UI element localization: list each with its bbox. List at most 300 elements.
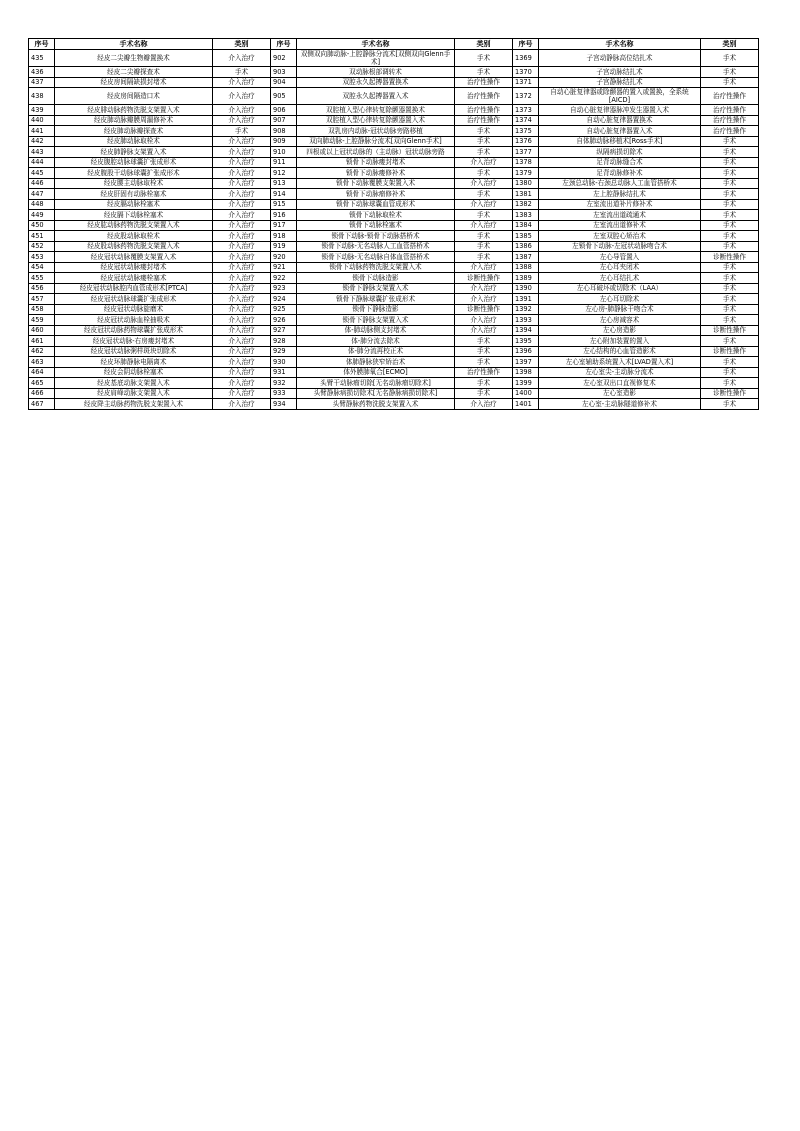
cell-seq: 1399 bbox=[513, 378, 539, 389]
cell-seq: 1380 bbox=[513, 178, 539, 189]
cell-category: 介入治疗 bbox=[213, 77, 271, 88]
cell-seq: 437 bbox=[29, 77, 55, 88]
table-row bbox=[29, 262, 759, 273]
cell-name: 左心导管置入 bbox=[539, 252, 701, 263]
header-seq-3: 序号 bbox=[513, 39, 539, 50]
cell-name: 左心室-主动脉隧道修补术 bbox=[539, 399, 701, 410]
cell-category: 诊断性操作 bbox=[701, 346, 759, 357]
cell-seq: 454 bbox=[29, 262, 55, 273]
cell-name: 经皮肩峰动脉支架置入术 bbox=[55, 388, 213, 399]
cell-name: 经皮肺动脉取栓术 bbox=[55, 136, 213, 147]
cell-seq: 1390 bbox=[513, 283, 539, 294]
cell-seq: 920 bbox=[271, 252, 297, 263]
cell-name: 左室双腔心矫治术 bbox=[539, 231, 701, 242]
cell-name: 子宫动静脉高位结扎术 bbox=[539, 50, 701, 67]
cell-category: 手术 bbox=[455, 210, 513, 221]
cell-seq: 1376 bbox=[513, 136, 539, 147]
cell-name: 足背动脉修补术 bbox=[539, 168, 701, 179]
cell-seq: 449 bbox=[29, 210, 55, 221]
cell-name: 经皮二尖瓣生物瓣置换术 bbox=[55, 50, 213, 67]
cell-seq: 462 bbox=[29, 346, 55, 357]
cell-seq: 463 bbox=[29, 357, 55, 368]
cell-category: 手术 bbox=[455, 252, 513, 263]
cell-category: 介入治疗 bbox=[213, 147, 271, 158]
header-name-1: 手术名称 bbox=[55, 39, 213, 50]
cell-name: 双乳房内动脉-冠状动脉旁路移植 bbox=[297, 126, 455, 137]
table-row bbox=[29, 67, 759, 78]
cell-name: 锁骨下静脉球囊扩张成形术 bbox=[297, 294, 455, 305]
cell-category: 介入治疗 bbox=[213, 325, 271, 336]
table-row bbox=[29, 168, 759, 179]
table-row bbox=[29, 283, 759, 294]
cell-category: 手术 bbox=[455, 126, 513, 137]
cell-category: 手术 bbox=[455, 388, 513, 399]
cell-category: 介入治疗 bbox=[213, 157, 271, 168]
cell-seq: 1370 bbox=[513, 67, 539, 78]
cell-name: 经皮腹股干动脉球囊扩张成形术 bbox=[55, 168, 213, 179]
cell-seq: 1382 bbox=[513, 199, 539, 210]
cell-seq: 910 bbox=[271, 147, 297, 158]
cell-category: 介入治疗 bbox=[213, 283, 271, 294]
cell-category: 治疗性操作 bbox=[455, 115, 513, 126]
header-seq-1: 序号 bbox=[29, 39, 55, 50]
cell-name: 经皮腰主动脉取栓术 bbox=[55, 178, 213, 189]
cell-seq: 436 bbox=[29, 67, 55, 78]
cell-seq: 1372 bbox=[513, 88, 539, 105]
cell-category: 介入治疗 bbox=[213, 136, 271, 147]
cell-seq: 1400 bbox=[513, 388, 539, 399]
cell-category: 手术 bbox=[455, 147, 513, 158]
cell-category: 手术 bbox=[455, 136, 513, 147]
cell-seq: 934 bbox=[271, 399, 297, 410]
cell-name: 锁骨下动脉取栓术 bbox=[297, 210, 455, 221]
cell-seq: 455 bbox=[29, 273, 55, 284]
cell-seq: 446 bbox=[29, 178, 55, 189]
cell-name: 经皮肺动脉瓣探查术 bbox=[55, 126, 213, 137]
cell-category: 介入治疗 bbox=[455, 178, 513, 189]
cell-seq: 917 bbox=[271, 220, 297, 231]
cell-seq: 928 bbox=[271, 336, 297, 347]
cell-name: 体-肺动脉侧支封堵术 bbox=[297, 325, 455, 336]
table-row bbox=[29, 388, 759, 399]
cell-seq: 923 bbox=[271, 283, 297, 294]
cell-seq: 1375 bbox=[513, 126, 539, 137]
cell-seq: 919 bbox=[271, 241, 297, 252]
table-row bbox=[29, 367, 759, 378]
cell-seq: 912 bbox=[271, 168, 297, 179]
cell-seq: 460 bbox=[29, 325, 55, 336]
cell-category: 介入治疗 bbox=[455, 157, 513, 168]
cell-name: 头臂静脉药物洗脱支架置入术 bbox=[297, 399, 455, 410]
cell-category: 手术 bbox=[701, 294, 759, 305]
cell-category: 介入治疗 bbox=[213, 115, 271, 126]
cell-name: 自动心脏复律器脉冲发生器置入术 bbox=[539, 105, 701, 116]
cell-category: 手术 bbox=[455, 241, 513, 252]
cell-category: 手术 bbox=[455, 346, 513, 357]
cell-category: 手术 bbox=[455, 67, 513, 78]
cell-seq: 908 bbox=[271, 126, 297, 137]
cell-category: 手术 bbox=[701, 220, 759, 231]
cell-name: 经皮降主动脉药物洗脱支架置入术 bbox=[55, 399, 213, 410]
table-row bbox=[29, 189, 759, 200]
table-row bbox=[29, 336, 759, 347]
cell-category: 诊断性操作 bbox=[455, 273, 513, 284]
cell-seq: 914 bbox=[271, 189, 297, 200]
cell-name: 纵隔病损切除术 bbox=[539, 147, 701, 158]
cell-seq: 921 bbox=[271, 262, 297, 273]
cell-category: 手术 bbox=[701, 315, 759, 326]
table-row bbox=[29, 115, 759, 126]
table-row bbox=[29, 378, 759, 389]
cell-name: 自动心脏复律器置入术 bbox=[539, 126, 701, 137]
table-row bbox=[29, 88, 759, 105]
cell-category: 治疗性操作 bbox=[701, 88, 759, 105]
cell-category: 介入治疗 bbox=[213, 315, 271, 326]
cell-name: 锁骨下动脉造影 bbox=[297, 273, 455, 284]
cell-name: 左室流出道补片修补术 bbox=[539, 199, 701, 210]
cell-seq: 906 bbox=[271, 105, 297, 116]
cell-seq: 450 bbox=[29, 220, 55, 231]
cell-category: 介入治疗 bbox=[455, 315, 513, 326]
cell-name: 自体肺动脉移植术[Ross手术] bbox=[539, 136, 701, 147]
cell-seq: 466 bbox=[29, 388, 55, 399]
table-row bbox=[29, 399, 759, 410]
cell-seq: 915 bbox=[271, 199, 297, 210]
cell-name: 锁骨下静脉造影 bbox=[297, 304, 455, 315]
cell-name: 头臂静脉病损切除术[无名静脉病损切除术] bbox=[297, 388, 455, 399]
header-category-2: 类别 bbox=[455, 39, 513, 50]
cell-category: 治疗性操作 bbox=[455, 367, 513, 378]
cell-seq: 931 bbox=[271, 367, 297, 378]
cell-seq: 447 bbox=[29, 189, 55, 200]
cell-name: 双腔植入型心律转复除颤器置换术 bbox=[297, 105, 455, 116]
cell-name: 经皮膈下动脉栓塞术 bbox=[55, 210, 213, 221]
cell-name: 锁骨下动脉-锁骨下动脉搭桥术 bbox=[297, 231, 455, 242]
cell-name: 经皮肱动脉药物洗脱支架置入术 bbox=[55, 220, 213, 231]
cell-category: 治疗性操作 bbox=[701, 115, 759, 126]
cell-name: 左心结构的心血管造影术 bbox=[539, 346, 701, 357]
cell-seq: 1387 bbox=[513, 252, 539, 263]
cell-seq: 448 bbox=[29, 199, 55, 210]
cell-seq: 464 bbox=[29, 367, 55, 378]
cell-seq: 930 bbox=[271, 357, 297, 368]
table-row bbox=[29, 157, 759, 168]
cell-category: 介入治疗 bbox=[455, 325, 513, 336]
cell-name: 锁骨下动脉药物洗脱支架置入术 bbox=[297, 262, 455, 273]
cell-seq: 439 bbox=[29, 105, 55, 116]
cell-name: 经皮冠状动脉旋磨术 bbox=[55, 304, 213, 315]
table-row bbox=[29, 346, 759, 357]
cell-category: 介入治疗 bbox=[455, 294, 513, 305]
cell-name: 经皮肺静脉支架置入术 bbox=[55, 147, 213, 158]
cell-seq: 1394 bbox=[513, 325, 539, 336]
cell-name: 经皮膈动脉栓塞术 bbox=[55, 199, 213, 210]
cell-seq: 907 bbox=[271, 115, 297, 126]
cell-name: 经皮冠状动脉覆膜支架置入术 bbox=[55, 252, 213, 263]
table-row bbox=[29, 252, 759, 263]
cell-category: 手术 bbox=[455, 50, 513, 67]
cell-name: 体-肺分流去除术 bbox=[297, 336, 455, 347]
cell-name: 经皮肺动脉瓣膜周漏修补术 bbox=[55, 115, 213, 126]
cell-seq: 1384 bbox=[513, 220, 539, 231]
cell-category: 手术 bbox=[701, 210, 759, 221]
cell-seq: 1378 bbox=[513, 157, 539, 168]
cell-seq: 925 bbox=[271, 304, 297, 315]
cell-seq: 443 bbox=[29, 147, 55, 158]
cell-seq: 1393 bbox=[513, 315, 539, 326]
cell-seq: 1383 bbox=[513, 210, 539, 221]
cell-seq: 909 bbox=[271, 136, 297, 147]
table-row bbox=[29, 304, 759, 315]
cell-seq: 913 bbox=[271, 178, 297, 189]
table-row bbox=[29, 241, 759, 252]
cell-seq: 442 bbox=[29, 136, 55, 147]
cell-category: 手术 bbox=[701, 67, 759, 78]
table-row bbox=[29, 315, 759, 326]
table-row bbox=[29, 77, 759, 88]
cell-category: 介入治疗 bbox=[213, 252, 271, 263]
cell-category: 介入治疗 bbox=[213, 367, 271, 378]
cell-name: 经皮房间隔缺损封堵术 bbox=[55, 77, 213, 88]
cell-seq: 456 bbox=[29, 283, 55, 294]
cell-seq: 438 bbox=[29, 88, 55, 105]
cell-category: 手术 bbox=[701, 262, 759, 273]
cell-category: 介入治疗 bbox=[213, 105, 271, 116]
cell-category: 手术 bbox=[455, 189, 513, 200]
header-seq-2: 序号 bbox=[271, 39, 297, 50]
cell-name: 锁骨下动脉栓塞术 bbox=[297, 220, 455, 231]
cell-name: 左锁骨下动脉-左冠状动脉吻合术 bbox=[539, 241, 701, 252]
cell-seq: 444 bbox=[29, 157, 55, 168]
cell-category: 手术 bbox=[701, 168, 759, 179]
cell-seq: 441 bbox=[29, 126, 55, 137]
cell-seq: 1386 bbox=[513, 241, 539, 252]
cell-category: 手术 bbox=[455, 357, 513, 368]
cell-name: 双腔植入型心律转复除颤器置入术 bbox=[297, 115, 455, 126]
cell-name: 左心室双出口直视修复术 bbox=[539, 378, 701, 389]
cell-name: 左心耳夹闭术 bbox=[539, 262, 701, 273]
cell-name: 锁骨下动脉瘘封堵术 bbox=[297, 157, 455, 168]
cell-category: 手术 bbox=[213, 126, 271, 137]
cell-category: 介入治疗 bbox=[213, 210, 271, 221]
table-row bbox=[29, 210, 759, 221]
cell-category: 治疗性操作 bbox=[701, 126, 759, 137]
cell-category: 手术 bbox=[701, 241, 759, 252]
cell-category: 诊断性操作 bbox=[701, 252, 759, 263]
cell-category: 介入治疗 bbox=[213, 304, 271, 315]
cell-seq: 929 bbox=[271, 346, 297, 357]
cell-seq: 1371 bbox=[513, 77, 539, 88]
cell-category: 手术 bbox=[455, 336, 513, 347]
header-category-1: 类别 bbox=[213, 39, 271, 50]
cell-category: 手术 bbox=[701, 283, 759, 294]
cell-category: 介入治疗 bbox=[213, 178, 271, 189]
cell-category: 手术 bbox=[701, 367, 759, 378]
table-row bbox=[29, 231, 759, 242]
cell-name: 四根或以上冠状动脉的（主动脉）冠状动脉旁路 bbox=[297, 147, 455, 158]
cell-name: 锁骨下动脉-无名动脉人工血管搭桥术 bbox=[297, 241, 455, 252]
cell-name: 锁骨下动脉球囊血管成形术 bbox=[297, 199, 455, 210]
cell-name: 双腔永久起搏器置换术 bbox=[297, 77, 455, 88]
cell-category: 介入治疗 bbox=[455, 399, 513, 410]
cell-category: 手术 bbox=[701, 304, 759, 315]
cell-seq: 435 bbox=[29, 50, 55, 67]
cell-category: 介入治疗 bbox=[455, 220, 513, 231]
cell-name: 经皮房间隔造口术 bbox=[55, 88, 213, 105]
cell-category: 介入治疗 bbox=[213, 273, 271, 284]
cell-category: 手术 bbox=[701, 378, 759, 389]
cell-name: 经皮冠状动脉药物球囊扩张成形术 bbox=[55, 325, 213, 336]
cell-name: 经皮冠状动脉粥样斑块切除术 bbox=[55, 346, 213, 357]
cell-category: 诊断性操作 bbox=[455, 304, 513, 315]
cell-name: 体肺静脉狭窄矫治术 bbox=[297, 357, 455, 368]
cell-category: 介入治疗 bbox=[213, 231, 271, 242]
cell-seq: 916 bbox=[271, 210, 297, 221]
cell-category: 介入治疗 bbox=[213, 168, 271, 179]
cell-seq: 459 bbox=[29, 315, 55, 326]
cell-seq: 911 bbox=[271, 157, 297, 168]
cell-name: 左颈总动脉-右颈总动脉人工血管搭桥术 bbox=[539, 178, 701, 189]
cell-category: 治疗性操作 bbox=[455, 88, 513, 105]
cell-category: 手术 bbox=[701, 136, 759, 147]
cell-name: 经皮基底动脉支架置入术 bbox=[55, 378, 213, 389]
cell-category: 手术 bbox=[701, 178, 759, 189]
cell-name: 左心室尖-主动脉分流术 bbox=[539, 367, 701, 378]
cell-name: 左心房-肺静脉干吻合术 bbox=[539, 304, 701, 315]
cell-seq: 467 bbox=[29, 399, 55, 410]
cell-category: 手术 bbox=[701, 273, 759, 284]
cell-name: 经皮冠状动脉-右房瘘封堵术 bbox=[55, 336, 213, 347]
table-row bbox=[29, 294, 759, 305]
cell-seq: 1369 bbox=[513, 50, 539, 67]
cell-category: 手术 bbox=[701, 199, 759, 210]
cell-name: 经皮环肺静脉电隔离术 bbox=[55, 357, 213, 368]
cell-category: 介入治疗 bbox=[213, 378, 271, 389]
cell-seq: 903 bbox=[271, 67, 297, 78]
cell-name: 左心房造影 bbox=[539, 325, 701, 336]
cell-seq: 457 bbox=[29, 294, 55, 305]
header-name-2: 手术名称 bbox=[297, 39, 455, 50]
cell-seq: 1385 bbox=[513, 231, 539, 242]
cell-name: 锁骨下动脉瘤修补术 bbox=[297, 189, 455, 200]
cell-seq: 440 bbox=[29, 115, 55, 126]
cell-seq: 918 bbox=[271, 231, 297, 242]
cell-seq: 1373 bbox=[513, 105, 539, 116]
cell-seq: 905 bbox=[271, 88, 297, 105]
cell-category: 介入治疗 bbox=[213, 220, 271, 231]
cell-seq: 1398 bbox=[513, 367, 539, 378]
cell-name: 头臂干动脉瘤切除[无名动脉瘤切除术] bbox=[297, 378, 455, 389]
cell-name: 经皮股动脉取栓术 bbox=[55, 231, 213, 242]
cell-seq: 1379 bbox=[513, 168, 539, 179]
cell-seq: 924 bbox=[271, 294, 297, 305]
cell-name: 左心室辅助系统置入术[LVAD置入术] bbox=[539, 357, 701, 368]
cell-seq: 927 bbox=[271, 325, 297, 336]
table-row bbox=[29, 325, 759, 336]
table-row bbox=[29, 50, 759, 67]
cell-name: 自动心脏复律器或除颤器的置入或置换，全系统[AICD] bbox=[539, 88, 701, 105]
cell-category: 手术 bbox=[701, 157, 759, 168]
cell-category: 手术 bbox=[701, 147, 759, 158]
cell-name: 锁骨下动脉覆膜支架置入术 bbox=[297, 178, 455, 189]
cell-category: 介入治疗 bbox=[213, 199, 271, 210]
cell-name: 左心耳破坏或切除术（LAA） bbox=[539, 283, 701, 294]
cell-seq: 453 bbox=[29, 252, 55, 263]
cell-seq: 451 bbox=[29, 231, 55, 242]
cell-name: 左心耳切除术 bbox=[539, 294, 701, 305]
cell-category: 手术 bbox=[701, 357, 759, 368]
cell-name: 左心耳结扎术 bbox=[539, 273, 701, 284]
cell-category: 手术 bbox=[701, 231, 759, 242]
cell-seq: 445 bbox=[29, 168, 55, 179]
cell-category: 诊断性操作 bbox=[701, 388, 759, 399]
cell-seq: 1397 bbox=[513, 357, 539, 368]
cell-seq: 1374 bbox=[513, 115, 539, 126]
cell-seq: 465 bbox=[29, 378, 55, 389]
cell-name: 左心附加装置的置入 bbox=[539, 336, 701, 347]
cell-seq: 452 bbox=[29, 241, 55, 252]
cell-seq: 1389 bbox=[513, 273, 539, 284]
header-name-3: 手术名称 bbox=[539, 39, 701, 50]
cell-category: 介入治疗 bbox=[455, 199, 513, 210]
cell-category: 手术 bbox=[701, 77, 759, 88]
cell-category: 治疗性操作 bbox=[701, 105, 759, 116]
cell-name: 经皮腓动脉药物洗脱支架置入术 bbox=[55, 105, 213, 116]
cell-name: 足背动脉缝合术 bbox=[539, 157, 701, 168]
cell-seq: 904 bbox=[271, 77, 297, 88]
cell-category: 介入治疗 bbox=[213, 357, 271, 368]
cell-category: 手术 bbox=[455, 168, 513, 179]
table-row bbox=[29, 126, 759, 137]
cell-seq: 933 bbox=[271, 388, 297, 399]
cell-name: 双动脉根部调转术 bbox=[297, 67, 455, 78]
cell-name: 经皮二尖瓣探查术 bbox=[55, 67, 213, 78]
cell-category: 介入治疗 bbox=[213, 189, 271, 200]
table-header-row bbox=[29, 39, 759, 50]
cell-name: 左上腔静脉结扎术 bbox=[539, 189, 701, 200]
cell-category: 介入治疗 bbox=[213, 294, 271, 305]
cell-category: 手术 bbox=[701, 336, 759, 347]
cell-category: 治疗性操作 bbox=[455, 105, 513, 116]
table-row bbox=[29, 357, 759, 368]
cell-seq: 1391 bbox=[513, 294, 539, 305]
cell-category: 治疗性操作 bbox=[455, 77, 513, 88]
cell-category: 介入治疗 bbox=[213, 399, 271, 410]
cell-name: 经皮会阴动脉栓塞术 bbox=[55, 367, 213, 378]
cell-name: 左室流出道疏通术 bbox=[539, 210, 701, 221]
cell-seq: 932 bbox=[271, 378, 297, 389]
cell-category: 手术 bbox=[701, 189, 759, 200]
table-row bbox=[29, 147, 759, 158]
cell-name: 经皮冠状动脉血栓抽吸术 bbox=[55, 315, 213, 326]
cell-seq: 1395 bbox=[513, 336, 539, 347]
cell-category: 介入治疗 bbox=[213, 346, 271, 357]
table-row bbox=[29, 178, 759, 189]
cell-seq: 1392 bbox=[513, 304, 539, 315]
cell-name: 经皮冠状动脉腔内血管成形术[PTCA] bbox=[55, 283, 213, 294]
cell-category: 手术 bbox=[455, 378, 513, 389]
cell-name: 子宫静脉结扎术 bbox=[539, 77, 701, 88]
cell-name: 锁骨下动脉瘘修补术 bbox=[297, 168, 455, 179]
cell-category: 诊断性操作 bbox=[701, 325, 759, 336]
cell-seq: 1401 bbox=[513, 399, 539, 410]
cell-category: 介入治疗 bbox=[213, 88, 271, 105]
cell-name: 经皮腹腔动脉球囊扩张成形术 bbox=[55, 157, 213, 168]
cell-name: 锁骨下静脉支架置入术 bbox=[297, 315, 455, 326]
cell-category: 介入治疗 bbox=[213, 388, 271, 399]
cell-name: 左心房减容术 bbox=[539, 315, 701, 326]
cell-category: 手术 bbox=[701, 50, 759, 67]
